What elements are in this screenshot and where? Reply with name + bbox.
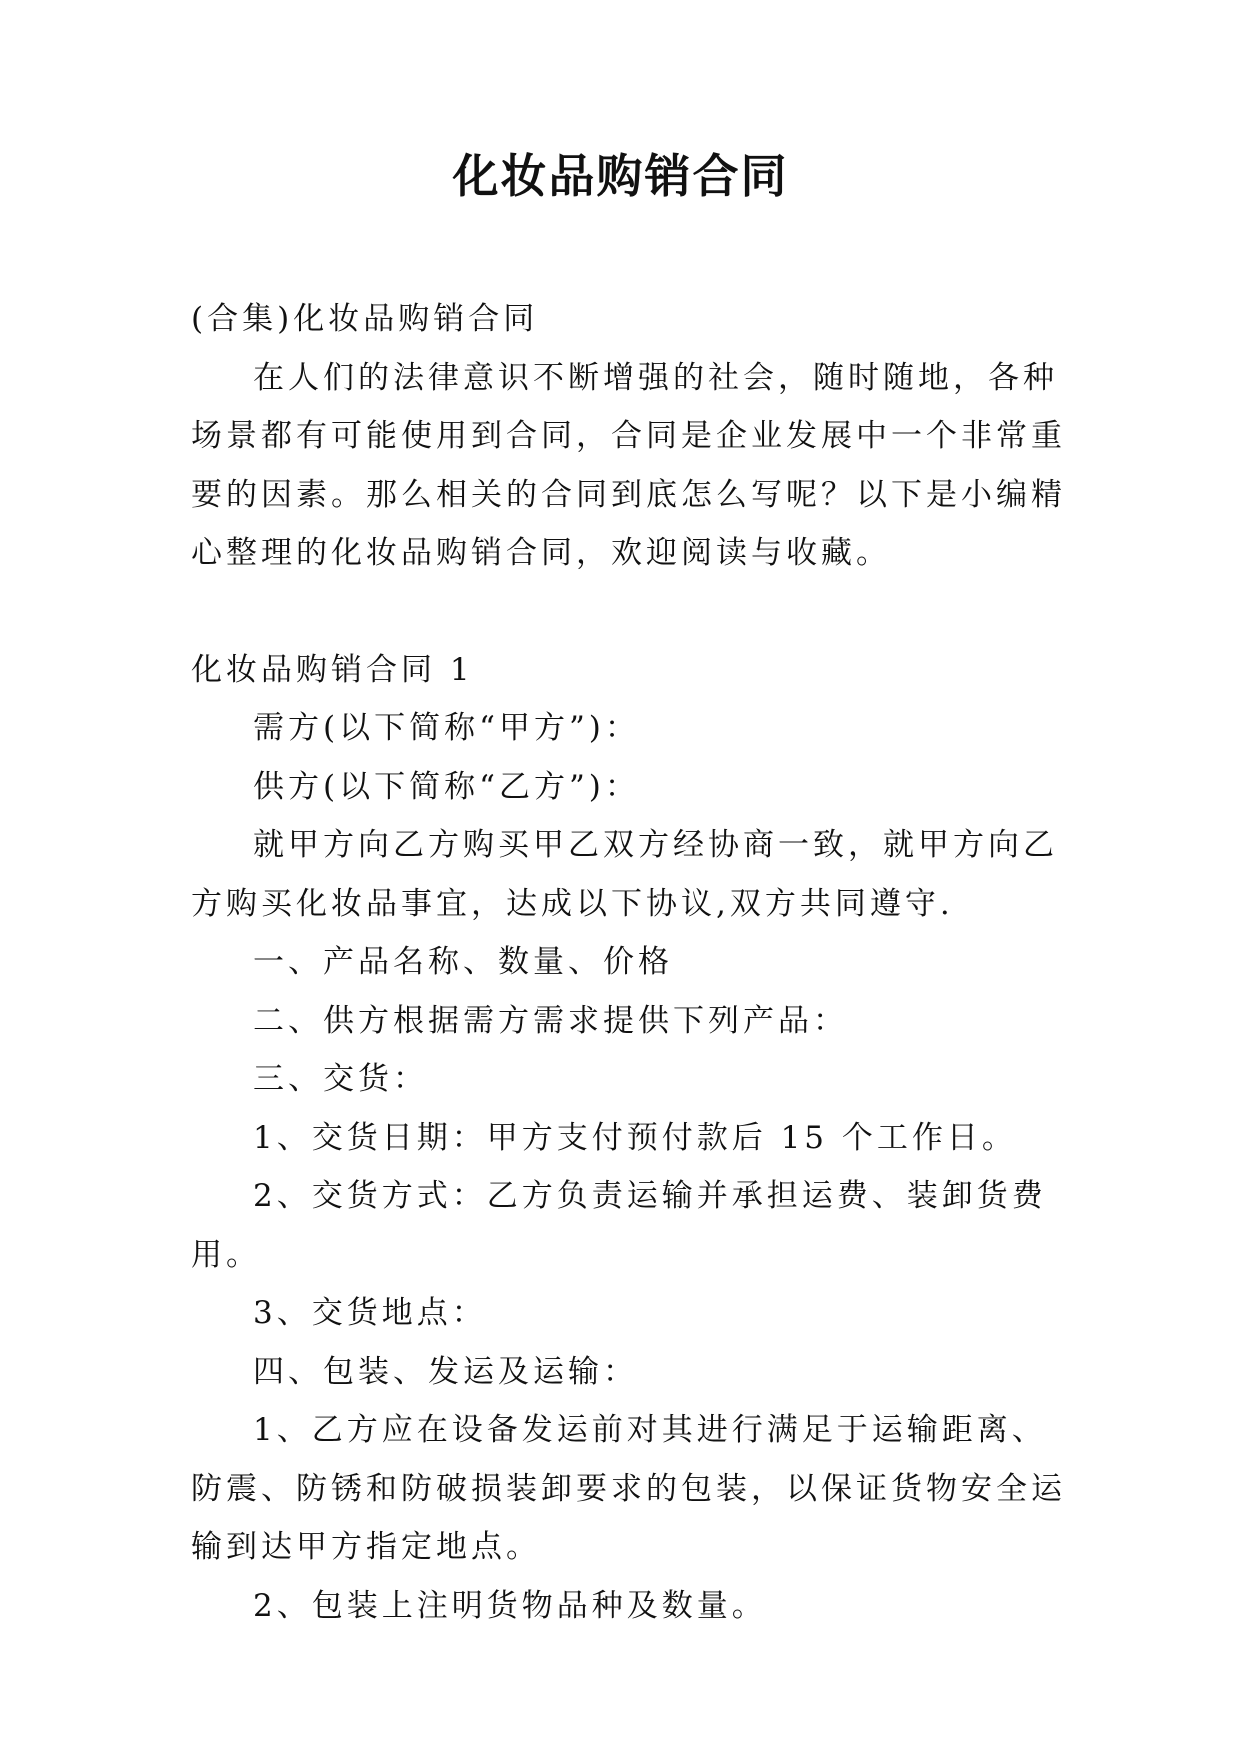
delivery-date-item: 1、交货日期：甲方支付预付款后 15 个工作日。 xyxy=(253,1119,1017,1156)
document-title: 化妆品购销合同 xyxy=(452,149,789,203)
intro-paragraph: 在人们的法律意识不断增强的社会，随时随地，各种场景都有可能使用到合同，合同是企业发展中一个非常重要的因素。那么相关的合同到底怎么写呢？以下是小编精心整理的化妆品购销合同，欢迎阅读与收藏。 xyxy=(191,359,1066,571)
paragraph-spacer xyxy=(191,583,1071,641)
document-body xyxy=(191,290,1071,1635)
clause-heading-3: 三、交货： xyxy=(253,1061,428,1097)
party-b-line: 供方(以下简称“乙方”)： xyxy=(253,768,640,805)
party-a-line: 需方(以下简称“甲方”)： xyxy=(253,710,640,746)
clause-heading-1: 一、产品名称、数量、价格 xyxy=(253,944,673,980)
packaging-item-1: 1、乙方应在设备发运前对其进行满足于运输距离、防震、防锈和防破损装卸要求的包装，以保证货物安全运输到达甲方指定地点。 xyxy=(191,1412,1066,1565)
clause-heading-2: 二、供方根据需方需求提供下列产品： xyxy=(253,1002,848,1039)
agreement-paragraph: 就甲方向乙方购买甲乙双方经协商一致，就甲方向乙方购买化妆品事宜，达成以下协议,双方共同遵守. xyxy=(191,827,1058,922)
clause-heading-4: 四、包装、发运及运输： xyxy=(253,1353,638,1390)
packaging-item-2: 2、包装上注明货物品种及数量。 xyxy=(253,1587,767,1624)
delivery-location-item: 3、交货地点： xyxy=(253,1295,487,1331)
section-heading: 化妆品购销合同 1 xyxy=(191,651,474,688)
delivery-method-item: 2、交货方式：乙方负责运输并承担运费、装卸货费用。 xyxy=(191,1178,1047,1273)
document-subtitle: (合集)化妆品购销合同 xyxy=(191,301,539,337)
